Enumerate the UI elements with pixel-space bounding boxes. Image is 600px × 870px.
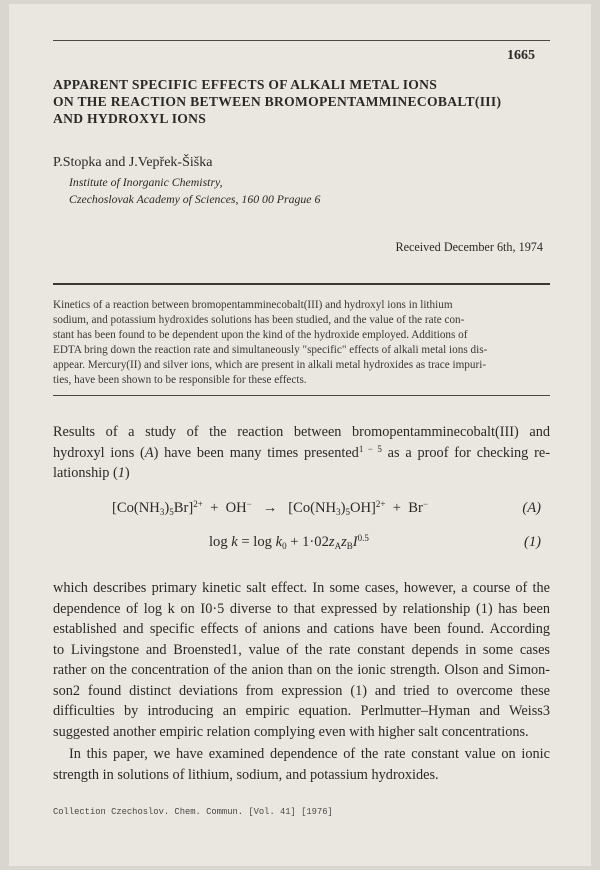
page-number: 1665 [507, 48, 535, 63]
equation-1: $\log k = \log k_0 + 1\cdot 02z_Az_BI^{0.5}$ [209, 533, 369, 551]
abstract [53, 298, 550, 388]
equation-a: $[Co(NH_3)_5Br]^{2+} + OH^- \to [Co(NH_3)_5OH]^{2+} + Br^-$ [112, 499, 428, 517]
received-date: Received December 6th, 1974 [395, 240, 543, 254]
closing-paragraph [53, 744, 550, 785]
intro-line: lationship (1) [53, 465, 130, 481]
title-line: APPARENT SPECIFIC EFFECTS OF ALKALI METAL IONS [53, 77, 438, 92]
paragraph-line: suggested another empiric relation complying even with higher salt concentrations. [53, 723, 529, 740]
intro-line: hydroxyl ions (A) have been many times presented$^{1 - 5}$ as a proof for checking re- [53, 443, 551, 461]
abstract-line: Kinetics of a reaction between bromopentamminecobalt(III) and hydroxyl ions in lithium [53, 299, 453, 311]
authors: P.Stopka and J.Vepřek-Šiška [53, 155, 213, 170]
abstract-top-rule [53, 283, 550, 285]
journal-footer: Collection Czechoslov. Chem. Commun. [Vol. 41] [1976] [53, 807, 333, 817]
equation-1-label: (1) [523, 534, 541, 550]
paragraph-line: dependence of log k on I0·5 diverse to that expressed by relationship (1) has been [53, 600, 550, 617]
abstract-line: stant has been found to be dependent upon the kind of the hydroxide employed. Additions of [53, 329, 468, 341]
equation-a-label: (A) [522, 500, 541, 516]
abstract-line: ties, have been shown to be responsible for these effects. [53, 374, 307, 386]
abstract-line: sodium, and potassium hydroxides solutions has been studied, and the value of the rate con- [53, 314, 465, 326]
affiliation [69, 174, 320, 208]
paragraph-line: rather on the concentration of the anion than on the ionic strength. Olson and Simon- [53, 662, 550, 678]
abstract-bottom-rule [53, 395, 550, 396]
paragraph-line: strength in solutions of lithium, sodium, and potassium hydroxides. [53, 766, 439, 783]
abstract-line: EDTA bring down the reaction rate and simultaneously "specific" effects of alkali metal ions dis- [53, 344, 488, 356]
paragraph-line: established and specific effects of anions and cations have been found. According [53, 621, 550, 637]
paragraph-line: son2 found distinct deviations from expression (1) and tried to overcome these [53, 682, 550, 699]
abstract-line: appear. Mercury(II) and silver ions, which are present in alkali metal hydroxides as trace impuri- [53, 359, 487, 371]
header-rule [53, 40, 550, 41]
paragraph-line: In this paper, we have examined dependence of the rate constant value on ionic [69, 746, 550, 762]
affiliation-line: Czechoslovak Academy of Sciences, 160 00 Prague 6 [69, 192, 321, 206]
affiliation-line: Institute of Inorganic Chemistry, [69, 175, 223, 189]
paragraph-line: which describes primary kinetic salt effect. In some cases, however, a course of the [53, 580, 550, 596]
article-title [53, 76, 553, 127]
journal-page [9, 4, 591, 866]
paragraph-line: difficulties by introducing an empiric equation. Perlmutter–Hyman and Weiss3 [53, 703, 550, 719]
intro-line: Results of a study of the reaction between bromopentamminecobalt(III) and [53, 424, 550, 440]
main-paragraph [53, 578, 550, 742]
title-line: ON THE REACTION BETWEEN BROMOPENTAMMINECOBALT(III) [53, 94, 502, 109]
intro-paragraph [53, 422, 550, 484]
paragraph-line: to Livingstone and Broensted1, value of the rate constant depends in some cases [53, 641, 550, 658]
title-line: AND HYDROXYL IONS [53, 111, 207, 126]
